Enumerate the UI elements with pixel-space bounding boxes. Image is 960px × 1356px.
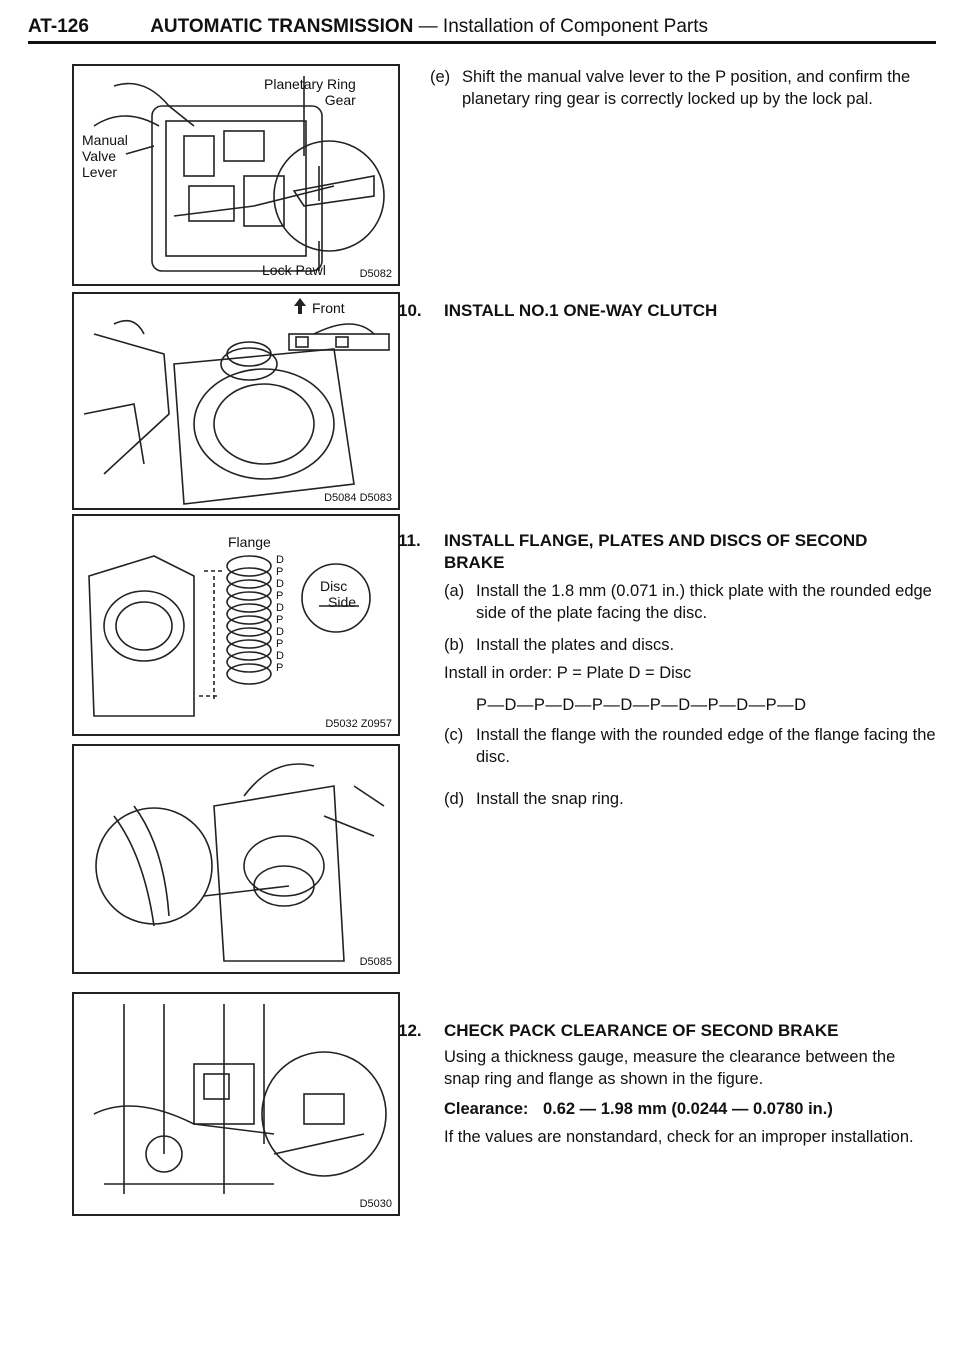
label-side: Side — [328, 594, 357, 610]
step-11d-key: (d) — [444, 790, 465, 808]
figure-code: D5085 — [359, 956, 392, 968]
thickness-gauge-drawing — [74, 994, 398, 1214]
step-10-heading — [398, 300, 717, 322]
header-rule — [28, 41, 936, 44]
order-label: D — [276, 650, 284, 662]
section-subtitle: — Installation of Component Parts — [413, 16, 709, 37]
step-11-heading — [398, 530, 918, 574]
step-11b-key: (b) — [444, 636, 465, 654]
step-12-heading — [398, 1020, 838, 1042]
page-number: AT-126 — [28, 16, 89, 37]
order-label: P — [276, 614, 284, 626]
order-label: P — [276, 662, 284, 674]
step-11b — [444, 634, 948, 658]
step-11-number: 11. — [398, 531, 421, 550]
step-11a-key: (a) — [444, 582, 465, 600]
step-11a-text: Install the 1.8 mm (0.071 in.) thick plate with the rounded edge side of the plate facing the disc. — [476, 582, 932, 622]
step-11c-key: (c) — [444, 726, 464, 744]
figure-code: D5030 — [359, 1198, 392, 1210]
figure-thickness-gauge — [72, 992, 400, 1216]
section-title: AUTOMATIC TRANSMISSION — [150, 16, 414, 37]
step-11c-text: Install the flange with the rounded edge of the flange facing the disc. — [476, 726, 936, 766]
install-order-text: Install in order: P = Plate D = Disc — [444, 664, 692, 682]
snap-ring-drawing — [74, 746, 398, 972]
one-way-clutch-drawing — [74, 294, 398, 508]
front-arrow-icon — [294, 298, 306, 314]
step-11d-text: Install the snap ring. — [476, 790, 624, 808]
step-10-number: 10. — [398, 301, 422, 320]
figure-one-way-clutch — [72, 292, 400, 510]
step-12-note: If the values are nonstandard, check for an improper installation. — [444, 1128, 914, 1146]
clearance-label: Clearance: — [444, 1100, 529, 1118]
figure-code: D5084 D5083 — [324, 492, 392, 504]
label-disc: Disc — [320, 578, 348, 594]
step-10-title: INSTALL NO.1 ONE-WAY CLUTCH — [444, 301, 718, 320]
step-12-number: 12. — [398, 1021, 422, 1040]
clearance-value: 0.62 — 1.98 mm (0.0244 — 0.0780 in.) — [542, 1100, 833, 1118]
step-e-text: Shift the manual valve lever to the P position, and confirm the planetary ring gear is correctly locked up by the lock pal. — [462, 68, 911, 108]
step-11-title: INSTALL FLANGE, PLATES AND DISCS OF SECOND BRAKE — [444, 531, 868, 572]
step-11d — [444, 788, 948, 812]
order-label: P — [276, 590, 284, 602]
order-label: P — [276, 566, 284, 578]
step-e — [430, 66, 934, 136]
order-label: D — [276, 602, 284, 614]
label-front: Front — [312, 300, 345, 316]
clearance-spec — [444, 1098, 934, 1120]
step-11b-text: Install the plates and discs. — [476, 636, 675, 654]
plate-order-labels — [276, 554, 284, 674]
figure-code: D5032 Z0957 — [325, 718, 392, 730]
label-planetary-ring-gear: Planetary Ring Gear — [264, 76, 356, 108]
install-order-sequence: P—D—P—D—P—D—P—D—P—D—P—D — [476, 696, 807, 714]
label-lock-pawl: Lock Pawl — [262, 262, 326, 278]
order-label: D — [276, 578, 284, 590]
order-label: P — [276, 638, 284, 650]
page-header — [28, 14, 936, 44]
figure-second-brake-plates — [72, 514, 400, 736]
step-e-key: (e) — [430, 68, 451, 86]
step-12-title: CHECK PACK CLEARANCE OF SECOND BRAKE — [444, 1021, 839, 1040]
order-label: D — [276, 626, 284, 638]
step-12-text: Using a thickness gauge, measure the clearance between the snap ring and flange as shown in the figure. — [444, 1048, 896, 1088]
figure-code: D5082 — [359, 268, 392, 280]
figure-manual-valve — [72, 64, 400, 286]
order-label: D — [276, 554, 284, 566]
step-11c — [444, 724, 948, 770]
label-manual-valve-lever: Manual Valve Lever — [82, 132, 128, 180]
figure-snap-ring — [72, 744, 400, 974]
step-11a — [444, 580, 948, 626]
label-flange: Flange — [228, 534, 271, 550]
